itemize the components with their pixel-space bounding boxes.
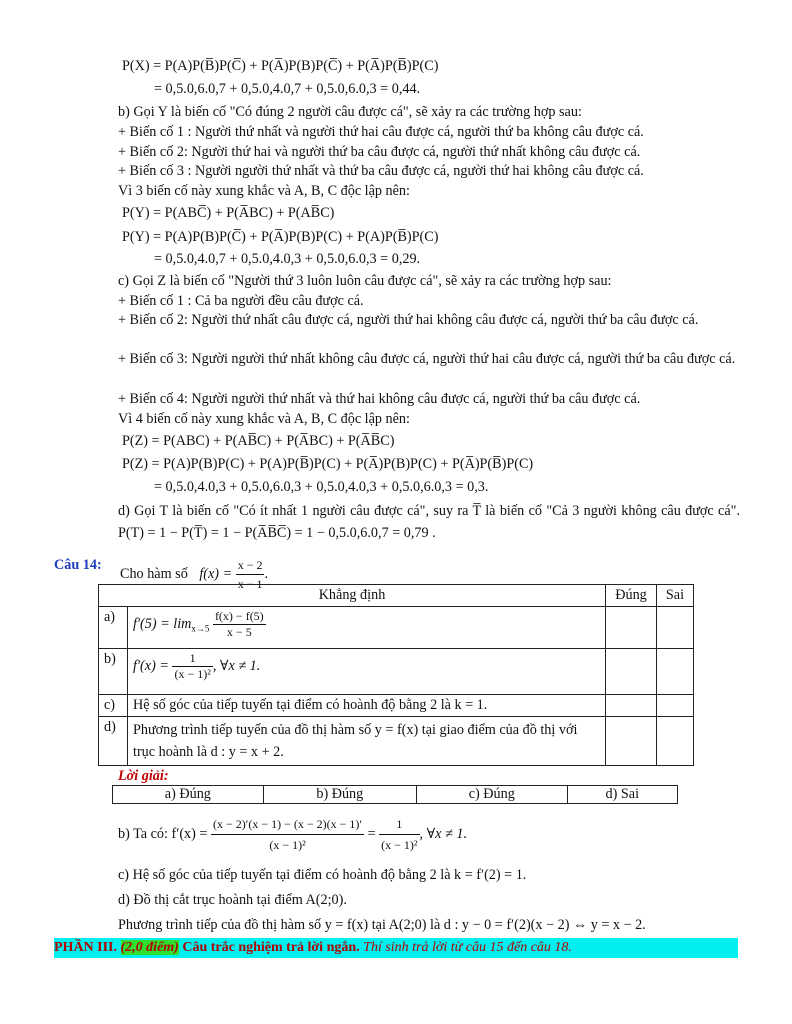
stem-text: Cho hàm số — [120, 565, 188, 582]
row-d-letter: d) — [99, 717, 128, 766]
row-b-letter: b) — [99, 649, 128, 695]
solution-b — [118, 814, 467, 855]
row-b-fraction — [172, 651, 212, 682]
solution-d-2: Phương trình tiếp của đồ thị hàm số y = f(x) tại A(2;0) là d : y − 0 = f′(2)(x − 2) ⇔ y = x − 2. — [118, 917, 646, 933]
sol-b-den: (x − 1)² — [269, 838, 306, 852]
row-b-num: 1 — [172, 651, 212, 667]
sol-b-fraction — [211, 814, 364, 855]
sol-b-tail: , ∀x ≠ 1. — [419, 825, 467, 842]
part-b-intro: b) Gọi Y là biến cố "Có đúng 2 người câu được cá", sẽ xảy ra các trường hợp sau: — [118, 104, 582, 120]
row-a-letter: a) — [99, 607, 128, 649]
answer-d: d) Sai — [567, 786, 677, 804]
pz-line-1: P(Z) = P(ABC) + P(AB̅C) + P(A̅BC) + P(A̅B̅C) — [122, 433, 395, 449]
pz-line-3: = 0,5.0,4.0,3 + 0,5.0,6.0,3 + 0,5.0,4.0,3 + 0,5.0,6.0,3 = 0,3. — [154, 479, 489, 495]
part-b-independence: Vì 3 biến cố này xung khắc và A, B, C độc lập nên: — [118, 183, 410, 199]
solution-c: c) Hệ số góc của tiếp tuyến tại điểm có hoành độ bằng 2 là k = f′(2) = 1. — [118, 867, 527, 883]
row-c-true-cell[interactable] — [606, 695, 657, 717]
header-false: Sai — [657, 585, 694, 607]
answer-c: c) Đúng — [416, 786, 567, 804]
part-c-intro: c) Gọi Z là biến cố "Người thứ 3 luôn luôn câu được cá", sẽ xảy ra các trường hợp sau: — [118, 273, 612, 289]
row-a-statement — [128, 607, 606, 649]
row-c-statement: Hệ số góc của tiếp tuyến tại điểm có hoành độ bằng 2 là k = 1. — [128, 695, 606, 717]
row-a-lhs: f′(5) = lim — [133, 615, 192, 632]
py-line-3: = 0,5.0,4.0,7 + 0,5.0,4.0,3 + 0,5.0,6.0,3 = 0,29. — [154, 251, 421, 267]
part-c-event-3: + Biến cố 3: Người người thứ nhất không câu được cá, người thứ hai câu được cá, người thứ ba câu được cá. — [118, 351, 736, 367]
part-3-title: Câu trắc nghiệm trả lời ngắn. — [182, 940, 360, 955]
px-line-2: = 0,5.0,6.0,7 + 0,5.0,4.0,7 + 0,5.0,6.0,3 = 0,44. — [154, 81, 421, 97]
part-3-heading: PHẦN III. — [54, 940, 118, 955]
row-d-statement: Phương trình tiếp tuyến của đồ thị hàm số y = f(x) tại giao điểm của đồ thị với trục hoành là d : y = x + 2. — [128, 717, 606, 766]
sol-b-lhs: b) Ta có: f′(x) = — [118, 825, 208, 842]
header-true: Đúng — [606, 585, 657, 607]
row-b-den: (x − 1)² — [174, 667, 211, 681]
answer-b: b) Đúng — [263, 786, 416, 804]
question-14-stem: Cho hàm số f(x) = $\frac{x - 2}{x - 1}$ . — [120, 558, 269, 591]
part-b-event-3: + Biến cố 3 : Người người thứ nhất và thứ ba câu được cá, người thứ hai không câu được cá. — [118, 163, 644, 179]
sol-b-fraction-2 — [379, 814, 419, 855]
row-c-false-cell[interactable] — [657, 695, 694, 717]
sol-b-num: (x − 2)′(x − 1) − (x − 2)(x − 1)′ — [211, 814, 364, 835]
solution-label: Lời giải: — [118, 768, 169, 784]
answer-table — [112, 785, 678, 804]
part-3-instruction: Thí sinh trả lời từ câu 15 đến câu 18. — [363, 940, 572, 955]
function-denominator: x − 1 — [237, 577, 263, 591]
part-b-event-2: + Biến cố 2: Người thứ hai và người thứ ba câu được cá, người thứ nhất không câu được cá. — [118, 144, 641, 160]
row-c-letter: c) — [99, 695, 128, 717]
row-b-true-cell[interactable] — [606, 649, 657, 695]
py-line-2: P(Y) = P(A)P(B)P(C̅) + P(A̅)P(B)P(C) + P(A)P(B̅)P(C) — [122, 229, 439, 245]
function-lhs: f(x) = — [199, 565, 233, 582]
part-3-points: (2,0 điểm) — [120, 940, 179, 955]
row-a-false-cell[interactable] — [657, 607, 694, 649]
row-b-lhs: f′(x) = — [133, 657, 169, 674]
part-b-event-1: + Biến cố 1 : Người thứ nhất và người thứ hai câu được cá, người thứ ba không câu được cá. — [118, 124, 644, 140]
row-a-den: x − 5 — [226, 625, 252, 639]
row-d-true-cell[interactable] — [606, 717, 657, 766]
py-line-1: P(Y) = P(ABC̅) + P(A̅BC) + P(AB̅C) — [122, 205, 335, 221]
pz-line-2: P(Z) = P(A)P(B)P(C) + P(A)P(B̅)P(C) + P(A̅)P(B)P(C) + P(A̅)P(B̅)P(C) — [122, 456, 534, 472]
function-numerator: x − 2 — [236, 556, 265, 575]
row-b-false-cell[interactable] — [657, 649, 694, 695]
solution-d-1: d) Đồ thị cắt trục hoành tại điểm A(2;0). — [118, 892, 347, 908]
part-c-event-2: + Biến cố 2: Người thứ nhất câu được cá, người thứ hai không câu được cá, người thứ ba câu được cá. — [118, 312, 699, 328]
statement-table — [98, 584, 694, 766]
sol-b-num-2: 1 — [379, 814, 419, 835]
row-b-statement — [128, 649, 606, 695]
row-a-fraction — [213, 609, 266, 640]
sol-b-den-2: (x − 1)² — [381, 838, 418, 852]
part-c-independence: Vì 4 biến cố này xung khắc và A, B, C độc lập nên: — [118, 411, 410, 427]
part-c-event-1: + Biến cố 1 : Cả ba người đều câu được cá. — [118, 293, 364, 309]
px-line-1: P(X) = P(A)P(B̅)P(C̅) + P(A̅)P(B)P(C̅) + P(A̅)P(B̅)P(C) — [122, 58, 439, 74]
row-d-false-cell[interactable] — [657, 717, 694, 766]
sol-b-equals: = — [367, 825, 376, 842]
row-a-sub: x→5 — [191, 623, 210, 634]
row-b-tail: , ∀x ≠ 1. — [212, 657, 261, 674]
part-d-text: d) Gọi T là biến cố "Có ít nhất 1 người câu được cá", suy ra T̅ là biến cố "Cả 3 người không câu được cá". P(T) = 1 − P(T̅) = 1 − P(A̅B̅C̅) = 1 − 0,5.0,6.0,7 = 0,79 . — [118, 503, 740, 541]
row-a-num: f(x) − f(5) — [214, 609, 264, 623]
row-a-true-cell[interactable] — [606, 607, 657, 649]
question-14-label: Câu 14: — [54, 557, 102, 573]
part-c-event-4: + Biến cố 4: Người người thứ nhất và thứ hai không câu được cá, người thứ ba câu được cá. — [118, 391, 641, 407]
header-statement: Khẳng định — [99, 585, 606, 607]
part-3-banner — [54, 938, 738, 958]
answer-a: a) Đúng — [113, 786, 264, 804]
